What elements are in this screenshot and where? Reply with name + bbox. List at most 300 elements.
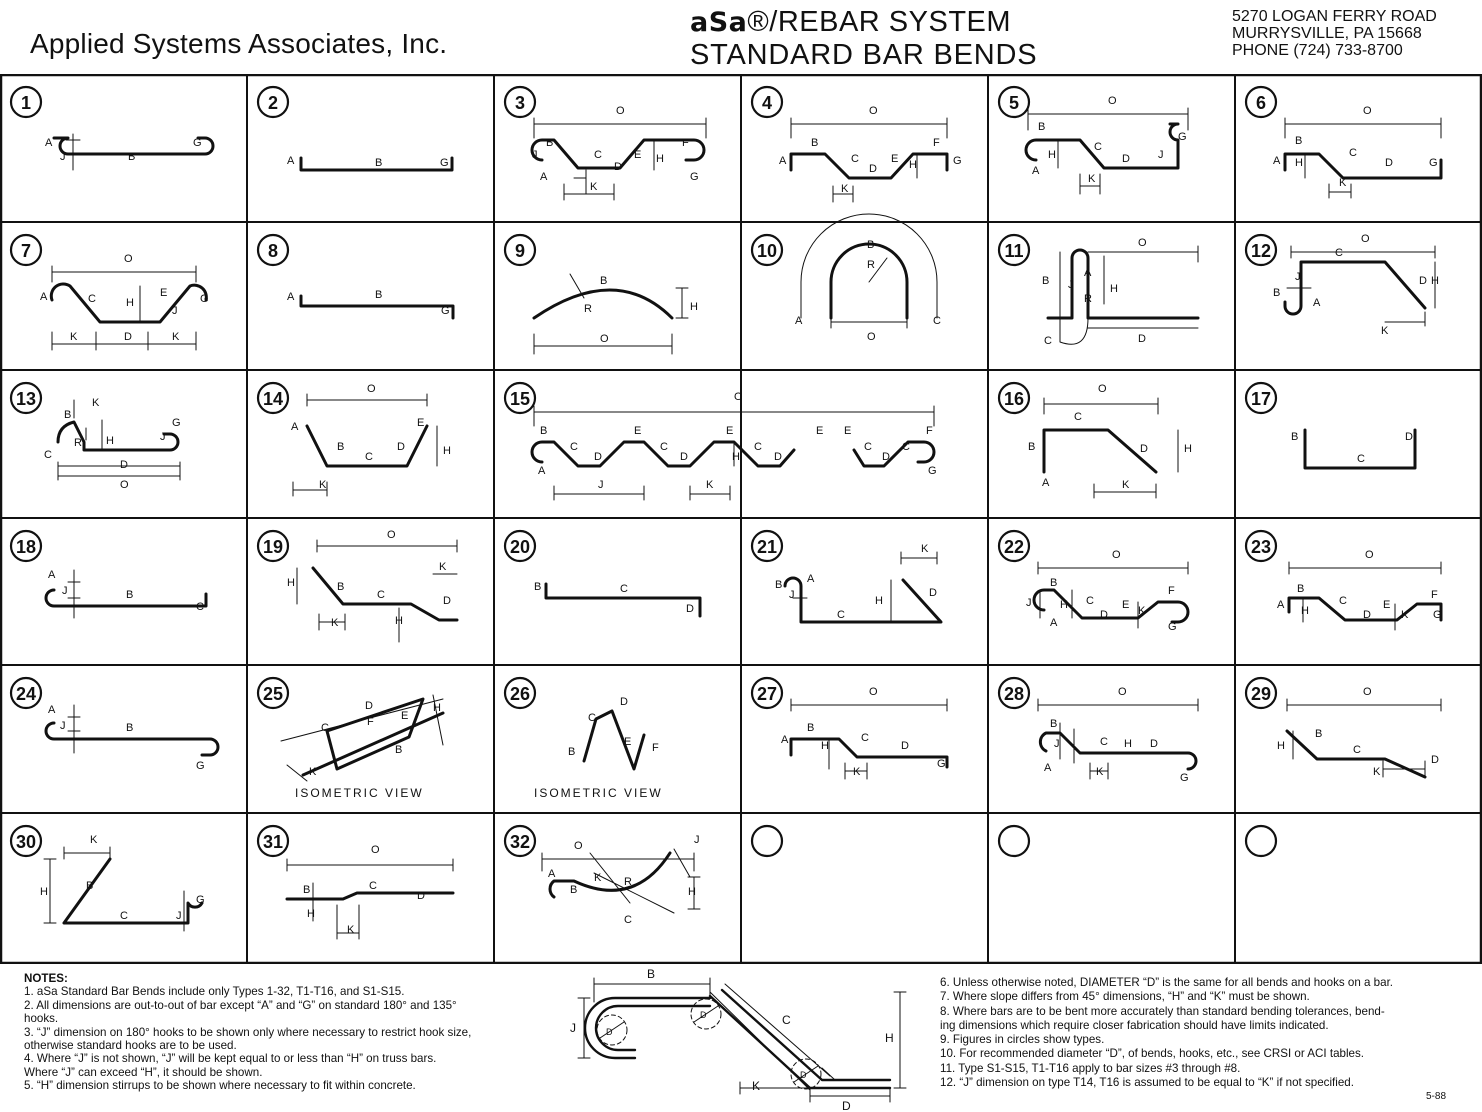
type-number: 5: [1008, 93, 1020, 113]
dimension-label: J: [172, 305, 178, 317]
dimension-label: D: [1363, 609, 1371, 621]
dimension-label: O: [1363, 105, 1372, 117]
dimension-label: H: [287, 577, 295, 589]
svg-text:D: D: [606, 1027, 613, 1037]
dimension-label: R: [867, 259, 875, 271]
type-number: 31: [262, 832, 284, 852]
dimension-label: B: [534, 581, 542, 593]
dimension-label: B: [546, 137, 554, 149]
dimension-label: C: [1339, 595, 1347, 607]
dimension-lines: [1044, 398, 1178, 498]
dimension-label: D: [1431, 754, 1439, 766]
dimension-label: B: [775, 579, 783, 591]
type-number: 17: [1250, 389, 1272, 409]
bend-type-21: [752, 531, 941, 622]
dimension-label: A: [40, 291, 48, 303]
dimension-label: H: [106, 435, 114, 447]
type-number: 21: [756, 537, 778, 557]
dimension-label: C: [1086, 595, 1094, 607]
dimension-label: B: [337, 441, 345, 453]
bend-type-10: [752, 214, 941, 343]
bend-type-11: [999, 235, 1198, 347]
bend-type-20: [505, 531, 700, 616]
bend-type-18: [11, 531, 206, 618]
dimension-label: H: [1184, 443, 1192, 455]
dimension-label: G: [172, 417, 181, 429]
dimension-label: C: [1357, 453, 1365, 465]
dimension-lines: [1060, 246, 1198, 344]
legend-labels: [570, 967, 894, 1112]
dimension-label: B: [807, 722, 815, 734]
dimension-label: A: [779, 155, 787, 167]
dimension-label: C: [1094, 141, 1102, 153]
dimension-label: H: [126, 297, 134, 309]
dimension-label: E: [891, 153, 899, 165]
dimension-label: C: [851, 153, 859, 165]
dimension-label: D: [1405, 431, 1413, 443]
dimension-label: H: [1431, 275, 1439, 287]
dimension-label: B: [1050, 577, 1058, 589]
dimension-label: K: [853, 766, 861, 778]
svg-text:D: D: [700, 1010, 707, 1020]
dimension-label: D: [614, 161, 622, 173]
dimension-label: A: [48, 704, 56, 716]
type-number: 4: [761, 93, 773, 113]
svg-text:C: C: [782, 1013, 791, 1027]
dimension-label: E: [417, 417, 425, 429]
dimension-label: J: [598, 479, 604, 491]
note-4-cont: Where “J” can exceed “H”, it should be shown.: [24, 1065, 263, 1079]
type-number: 14: [262, 389, 284, 409]
dimension-label: O: [1112, 549, 1121, 561]
dimension-label: B: [128, 151, 136, 163]
bar-shape: [1040, 733, 1196, 769]
dimension-label: J: [62, 585, 68, 597]
dimension-label: K: [347, 924, 355, 936]
dimension-label: D: [1100, 609, 1108, 621]
dimension-label: A: [291, 421, 299, 433]
dimension-label: K: [1122, 479, 1130, 491]
dimension-label: A: [807, 573, 815, 585]
dimension-label: H: [732, 451, 740, 463]
dimension-label: F: [933, 137, 940, 149]
note-1: 1. aSa Standard Bar Bends include only Types 1-32, T1-T16, and S1-S15.: [24, 985, 405, 999]
dimension-label: D: [1150, 738, 1158, 750]
dimension-label: O: [124, 253, 133, 265]
dimension-label: F: [682, 137, 689, 149]
type-number: 2: [267, 93, 279, 113]
dimension-label: C: [44, 449, 52, 461]
bend-type-15: [505, 383, 937, 500]
dimension-label: K: [1373, 766, 1381, 778]
dimension-label: H: [656, 153, 664, 165]
dimension-label: O: [1118, 686, 1127, 698]
dimension-label: D: [680, 451, 688, 463]
dimension-label: B: [1315, 728, 1323, 740]
bend-type-7: [11, 235, 209, 350]
dimension-label: J: [60, 720, 66, 732]
dimension-label: K: [921, 543, 929, 555]
bend-type-9: [505, 235, 698, 354]
dimension-label: K: [1138, 605, 1146, 617]
dimension-label: H: [688, 886, 696, 898]
bend-type-14: [258, 383, 451, 496]
type-number: 11: [1004, 241, 1024, 261]
type-number: 22: [1003, 537, 1025, 557]
dimension-label: A: [287, 155, 295, 167]
dimension-label: C: [365, 451, 373, 463]
dimension-label: A: [45, 137, 53, 149]
dimension-lines: [801, 214, 937, 328]
dimension-label: H: [1124, 738, 1132, 750]
dimension-label: E: [816, 425, 824, 437]
dimension-label: B: [570, 884, 578, 896]
dimension-label: O: [574, 840, 583, 852]
note-12: 12. “J” dimension on type T14, T16 is assumed to be equal to “K” if not specified.: [940, 1076, 1354, 1090]
dimension-label: H: [1301, 605, 1309, 617]
dimension-label: A: [1050, 617, 1058, 629]
dimension-label: H: [690, 301, 698, 313]
dimension-label: J: [789, 589, 795, 601]
dimension-label: E: [844, 425, 852, 437]
dimension-label: J: [60, 151, 66, 163]
dimension-label: C: [864, 441, 872, 453]
dimension-label: K: [706, 479, 714, 491]
dimension-label: G: [937, 758, 946, 770]
bend-type-28: [999, 678, 1198, 784]
address-line-2: MURRYSVILLE, PA 15668: [1232, 25, 1422, 42]
dimension-label: K: [594, 872, 602, 884]
type-number: 15: [509, 389, 531, 409]
dimension-lines: [1038, 699, 1198, 779]
dimension-label: O: [1138, 237, 1147, 249]
dimension-label: R: [584, 303, 592, 315]
dimension-label: H: [909, 159, 917, 171]
dimension-label: C: [570, 441, 578, 453]
dimension-label: H: [821, 740, 829, 752]
dimension-label: R: [624, 876, 632, 888]
dimension-label: C: [754, 441, 762, 453]
dimension-label: D: [869, 163, 877, 175]
dimension-label: C: [933, 315, 941, 327]
dimension-label: H: [1060, 599, 1068, 611]
dimension-label: E: [1383, 599, 1391, 611]
bend-type-26: [505, 678, 663, 800]
bend-type-4: [752, 87, 962, 202]
dimension-label: A: [538, 465, 546, 477]
type-number: 1: [20, 93, 32, 113]
dimension-label: K: [331, 617, 339, 629]
dimension-lines: [1285, 118, 1441, 198]
type-number: 9: [514, 241, 526, 261]
type-number: 29: [1250, 684, 1272, 704]
dimension-label: C: [588, 712, 596, 724]
bend-type-32: [505, 826, 700, 926]
dimension-label: J: [176, 910, 182, 922]
svg-text:D: D: [800, 1070, 807, 1080]
dimension-label: D: [124, 331, 132, 343]
legend-dimensions: [578, 978, 906, 1102]
bend-type-19: [258, 529, 457, 642]
type-number: 23: [1250, 537, 1272, 557]
dimension-label: O: [616, 105, 625, 117]
legend-hook-bar: [585, 998, 710, 1058]
dimension-label: O: [387, 529, 396, 541]
dimension-label: G: [690, 171, 699, 183]
dimension-label: J: [694, 834, 700, 846]
type-number: 18: [15, 537, 37, 557]
dimension-label: O: [869, 686, 878, 698]
dimension-lines: [793, 552, 937, 622]
dimension-label: G: [928, 465, 937, 477]
dimension-label: O: [367, 383, 376, 395]
svg-text:H: H: [885, 1031, 894, 1045]
dimension-label: J: [532, 149, 538, 161]
dimension-label: K: [1339, 177, 1347, 189]
type-number: 19: [262, 537, 284, 557]
dimension-label: E: [624, 736, 632, 748]
dimension-label: J: [1295, 271, 1301, 283]
dimension-label: B: [1297, 583, 1305, 595]
dimension-label: C: [1100, 736, 1108, 748]
bend-type-23: [1246, 531, 1442, 630]
dimension-label: B: [1028, 441, 1036, 453]
dimension-label: A: [1042, 477, 1050, 489]
note-8-cont: ing dimensions which require closer fabrication should have limits indicated.: [940, 1018, 1329, 1032]
dimension-label: H: [307, 908, 315, 920]
dimension-label: A: [48, 569, 56, 581]
notes-right: [940, 976, 1460, 1090]
dimension-label: D: [1385, 157, 1393, 169]
dimension-label: B: [1050, 718, 1058, 730]
dimension-label: G: [196, 894, 205, 906]
bend-type-blank: [1246, 826, 1276, 856]
svg-text:B: B: [647, 967, 656, 981]
dimension-label: K: [92, 397, 100, 409]
note-8: 8. Where bars are to be bent more accurately than standard bending tolerances, bend-: [940, 1004, 1385, 1018]
dimension-label: J: [1054, 738, 1060, 750]
dimension-label: C: [837, 609, 845, 621]
dimension-label: E: [1122, 599, 1130, 611]
svg-text:D: D: [842, 1099, 851, 1112]
dimension-label: H: [1277, 740, 1285, 752]
dimension-label: B: [867, 239, 875, 251]
dimension-label: D: [1138, 333, 1146, 345]
dimension-label: A: [1032, 165, 1040, 177]
dimension-label: K: [309, 766, 317, 778]
dimension-label: F: [367, 716, 374, 728]
dimension-label: C: [196, 601, 204, 613]
dimension-lines: [68, 705, 80, 753]
address-line-1: 5270 LOGAN FERRY ROAD: [1232, 8, 1437, 25]
type-number: 10: [756, 241, 778, 261]
dimension-label: O: [120, 479, 129, 491]
dimension-label: B: [811, 137, 819, 149]
dimension-label: B: [540, 425, 548, 437]
dimension-label: O: [1363, 686, 1372, 698]
dimension-label: B: [126, 722, 134, 734]
isometric-view-label: ISOMETRIC VIEW: [295, 786, 424, 800]
dimension-label: O: [869, 105, 878, 117]
dimension-label: O: [600, 333, 609, 345]
dimension-label: D: [1419, 275, 1427, 287]
dimension-label: O: [1361, 233, 1370, 245]
bend-type-12: [1246, 233, 1439, 337]
dimension-label: C: [88, 293, 96, 305]
dimension-label: J: [160, 431, 166, 443]
note-9: 9. Figures in circles show types.: [940, 1033, 1105, 1047]
dimension-label: K: [1096, 766, 1104, 778]
dimension-label: H: [1295, 157, 1303, 169]
dimension-label: F: [926, 425, 933, 437]
dimension-label: B: [1038, 121, 1046, 133]
dimension-label: B: [86, 880, 94, 892]
svg-text:J: J: [570, 1021, 576, 1035]
type-number: 3: [514, 93, 526, 113]
type-number: 27: [756, 684, 778, 704]
dimension-label: K: [70, 331, 78, 343]
dimension-label: D: [774, 451, 782, 463]
dimension-label: C: [1349, 147, 1357, 159]
dimension-label: R: [74, 437, 82, 449]
dimension-label: O: [1365, 549, 1374, 561]
dimension-label: J: [1068, 279, 1074, 291]
bend-type-17: [1246, 383, 1415, 468]
notes-left: [24, 972, 564, 1093]
dimension-label: K: [90, 834, 98, 846]
bend-type-29: [1246, 678, 1441, 778]
bar-shape: [791, 739, 947, 767]
dimension-label: F: [1431, 589, 1438, 601]
dimension-label: D: [443, 595, 451, 607]
dimension-label: C: [321, 722, 329, 734]
dimension-label: R: [1084, 293, 1092, 305]
dimension-label: H: [443, 445, 451, 457]
note-5: 5. “H” dimension stirrups to be shown where necessary to fit within concrete.: [24, 1079, 416, 1093]
type-number: 25: [262, 684, 284, 704]
dimension-label: H: [40, 886, 48, 898]
note-10: 10. For recommended diameter “D”, of bends, hooks, etc., see CRSI or ACI tables.: [940, 1047, 1365, 1061]
bend-type-22: [999, 531, 1188, 633]
company-address: [1232, 8, 1437, 59]
dimension-label: B: [1273, 287, 1281, 299]
dimension-label: O: [1108, 95, 1117, 107]
dimension-label: B: [126, 589, 134, 601]
dimension-label: E: [634, 149, 642, 161]
dimension-label: H: [395, 615, 403, 627]
type-number: 32: [509, 832, 531, 852]
type-number-circle: [999, 826, 1029, 856]
dimension-label: A: [1277, 599, 1285, 611]
bend-type-13: [11, 383, 181, 491]
dimension-lines: [44, 847, 184, 931]
phone-line: PHONE (724) 733-8700: [1232, 42, 1403, 59]
dimension-label: F: [652, 742, 659, 754]
dimension-label: H: [1110, 283, 1118, 295]
dimension-label: A: [1313, 297, 1321, 309]
dimension-lines: [293, 394, 437, 496]
dimension-label: K: [172, 331, 180, 343]
dimension-label: G: [1180, 772, 1189, 784]
dimension-lines: [534, 118, 706, 200]
dimension-label: K: [1401, 609, 1409, 621]
dimension-label: B: [395, 744, 403, 756]
dimension-label: C: [1044, 335, 1052, 347]
type-number: 20: [509, 537, 531, 557]
dimension-label: A: [795, 315, 803, 327]
note-3: 3. “J” dimension on 180° hooks to be shown only where necessary to restrict hook size,: [24, 1025, 472, 1039]
dimension-label: A: [540, 171, 548, 183]
dimension-label: E: [726, 425, 734, 437]
brand-logo: aSa: [690, 7, 748, 38]
dimension-label: O: [867, 331, 876, 343]
dimension-label: D: [1122, 153, 1130, 165]
dimension-label: D: [882, 451, 890, 463]
dimension-label: G: [1168, 621, 1177, 633]
bend-type-2: [258, 87, 452, 170]
dimension-label: A: [1084, 267, 1092, 279]
dimension-label: E: [634, 425, 642, 437]
type-number-circle: [752, 826, 782, 856]
note-11: 11. Type S1-S15, T1-T16 apply to bar sizes #3 through #8.: [940, 1061, 1241, 1075]
dimension-label: D: [365, 700, 373, 712]
dimension-label: K: [439, 561, 447, 573]
dimension-label: D: [417, 890, 425, 902]
dimension-label: B: [337, 581, 345, 593]
dimension-label: B: [1295, 135, 1303, 147]
dimension-label: C: [120, 910, 128, 922]
dimension-label: D: [929, 587, 937, 599]
title-line-2: STANDARD BAR BENDS: [690, 39, 1038, 71]
bend-type-blank: [752, 826, 782, 856]
dimension-label: H: [1048, 149, 1056, 161]
dimension-label: O: [371, 844, 380, 856]
dimension-label: G: [1429, 157, 1438, 169]
dimension-label: B: [64, 409, 72, 421]
dimension-label: A: [287, 291, 295, 303]
dimension-label: B: [568, 746, 576, 758]
dimension-lines: [68, 570, 80, 618]
type-number: 30: [15, 832, 37, 852]
company-name: Applied Systems Associates, Inc.: [30, 28, 448, 59]
dimension-label: C: [620, 583, 628, 595]
isometric-view-label: ISOMETRIC VIEW: [534, 786, 663, 800]
bend-type-30: [11, 826, 205, 931]
bend-type-27: [752, 678, 947, 779]
dimension-label: D: [594, 451, 602, 463]
type-number: 13: [15, 389, 37, 409]
dimension-label: G: [441, 305, 450, 317]
dimension-label: B: [375, 289, 383, 301]
dimension-label: O: [1098, 383, 1107, 395]
dimension-label: G: [193, 137, 202, 149]
dimension-label: A: [781, 734, 789, 746]
title-line-1: ®/REBAR SYSTEM: [747, 6, 1012, 38]
dimension-label: E: [160, 287, 168, 299]
dimension-label: A: [548, 868, 556, 880]
revision-code: 5-88: [1425, 1091, 1446, 1102]
bend-type-8: [258, 235, 453, 318]
dimension-label: K: [1381, 325, 1389, 337]
dimension-lines: [1287, 246, 1435, 326]
dimension-label: D: [686, 603, 694, 615]
bend-type-1: [11, 87, 213, 170]
dimension-label: C: [594, 149, 602, 161]
bar-shape: [1285, 154, 1441, 178]
dimension-label: D: [120, 459, 128, 471]
notes-title: NOTES:: [24, 972, 68, 985]
dimension-label: D: [620, 696, 628, 708]
